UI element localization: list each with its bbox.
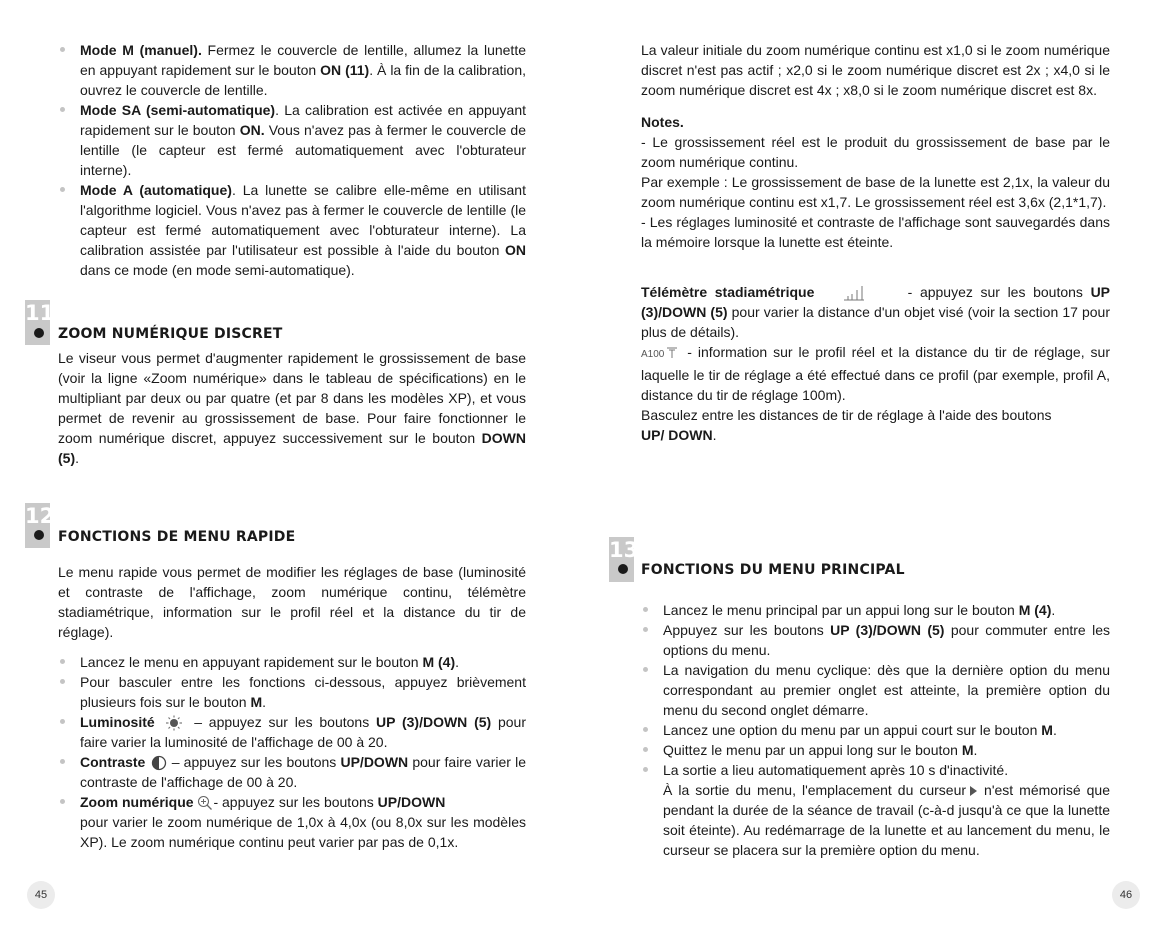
profile-marker-icon	[666, 347, 678, 359]
paragraph: - Le grossissement réel est le produit du grossissement de base par le zoom numérique continu.	[641, 134, 1110, 170]
paragraph: Le menu rapide vous permet de modifier les réglages de base (luminosité et contraste de l'affichage, zoom numérique continu, télémètre stadiamétrique, information sur le profil réel et la distance du tir de réglage).	[58, 564, 526, 640]
profile-icon: A100	[641, 349, 665, 360]
section-12-body	[58, 562, 526, 852]
cursor-arrow-icon	[969, 785, 978, 797]
contrast-icon	[151, 755, 167, 771]
section-number-badge: 13	[609, 537, 634, 582]
rangefinder-icon	[838, 285, 878, 301]
list-item: La sortie a lieu automatiquement après 10 s d'inactivité.	[641, 760, 1110, 780]
left-top-list	[58, 40, 526, 280]
list-item: Mode A (automatique). La lunette se calibre elle-même en utilisant l'algorithme logiciel. Vous n'avez pas à fermer le couvercle de lentille (le capteur est fermé automatiquement avec l'obturateur interne). La calibration assistée par l'utilisateur est possible à l'aide du bouton ON dans ce mode (en mode semi-automatique).	[58, 180, 526, 280]
section-number-badge: 11	[25, 300, 50, 345]
section-title: ZOOM NUMÉRIQUE DISCRET	[58, 326, 283, 342]
paragraph: La valeur initiale du zoom numérique continu est x1,0 si le zoom numérique discret n'est pas actif ; x2,0 si le zoom numérique discret est 2x ; x4,0 si le zoom numérique discret est 4x ; x8,0 si le zoom numérique discret est 8x.	[641, 42, 1110, 98]
list-item: Lancez une option du menu par un appui court sur le bouton M.	[641, 720, 1110, 740]
list-item: Appuyez sur les boutons UP (3)/DOWN (5) pour commuter entre les options du menu.	[641, 620, 1110, 660]
list-item: Lancez le menu principal par un appui long sur le bouton M (4).	[641, 600, 1110, 620]
section-title: FONCTIONS DU MENU PRINCIPAL	[641, 562, 905, 578]
section-13-body	[641, 600, 1110, 860]
section-bullet	[618, 564, 628, 574]
list-item: Quittez le menu par un appui long sur le bouton M.	[641, 740, 1110, 760]
list-item: La navigation du menu cyclique: dès que la dernière option du menu correspondant au premier onglet est atteinte, la première option du menu du second onglet démarre.	[641, 660, 1110, 720]
paragraph: Le viseur vous permet d'augmenter rapidement le grossissement de base (voir la ligne «Zoom numérique» dans le tableau de spécifications) en le multipliant par deux ou par quatre (et par 8 dans les modèles XP), et vous permet de revenir au grossissement de base. Pour faire fonctionner le zoom numérique discret, appuyez successivement sur le bouton DOWN (5).	[58, 350, 526, 466]
page-number: 45	[27, 881, 55, 909]
paragraph: Basculez entre les distances de tir de réglage à l'aide des boutons UP/ DOWN.	[641, 407, 1052, 443]
paragraph: A100 - information sur le profil réel et la distance du tir de réglage, sur laquelle le tir de réglage a été effectué dans ce profil (par exemple, profil A, distance du tir de réglage 100m).	[641, 344, 1110, 403]
section-number-badge: 12	[25, 503, 50, 548]
list-item: Luminosité – appuyez sur les boutons UP (3)/DOWN (5) pour faire varier la luminosité de l'affichage de 00 à 20.	[58, 712, 526, 752]
list-item: Zoom numérique - appuyez sur les boutons UP/DOWN pour varier le zoom numérique de 1,0x à 4,0x (ou 8,0x sur les modèles XP). Le zoom numérique continu peut varier par pas de 0,1x.	[58, 792, 526, 852]
list-item: Mode M (manuel). Fermez le couvercle de lentille, allumez la lunette en appuyant rapidement sur le bouton ON (11). À la fin de la calibration, ouvrez le couvercle de lentille.	[58, 40, 526, 100]
section-11-body	[58, 348, 526, 468]
zoom-icon	[197, 795, 213, 811]
notes-title: Notes.	[641, 114, 684, 130]
section-title: FONCTIONS DE MENU RAPIDE	[58, 529, 296, 545]
list-item: Lancez le menu en appuyant rapidement sur le bouton M (4).	[58, 652, 526, 672]
list-item: À la sortie du menu, l'emplacement du curseur n'est mémorisé que pendant la durée de la séance de travail (c-à-d jusqu'à ce que la lunette soit éteinte). Au redémarrage de la lunette et au lancement du menu, le curseur se placera sur la première option du menu.	[663, 782, 1110, 858]
page-number: 46	[1112, 881, 1140, 909]
paragraph: Par exemple : Le grossissement de base de la lunette est 2,1x, la valeur du zoom numérique continu est x1,7. Le grossissement réel est 3,6x (2,1*1,7).	[641, 174, 1110, 210]
section-bullet	[34, 328, 44, 338]
brightness-icon	[163, 715, 185, 731]
paragraph: - Les réglages luminosité et contraste de l'affichage sont sauvegardés dans la mémoire lorsque la lunette est éteinte.	[641, 214, 1110, 250]
right-top-body	[641, 40, 1110, 445]
section-bullet	[34, 530, 44, 540]
list-item: Mode SA (semi-automatique). La calibration est activée en appuyant rapidement sur le bouton ON. Vous n'avez pas à fermer le couvercle de lentille (le capteur est fermé automatiquement avec l'obturateur interne).	[58, 100, 526, 180]
list-item: Contraste – appuyez sur les boutons UP/DOWN pour faire varier le contraste de l'affichage de 00 à 20.	[58, 752, 526, 792]
paragraph: Télémètre stadiamétrique - appuyez sur les boutons UP (3)/DOWN (5) pour varier la distance d'un objet visé (voir la section 17 pour plus de détails).	[641, 284, 1111, 340]
list-item: Pour basculer entre les fonctions ci-dessous, appuyez brièvement plusieurs fois sur le bouton M.	[58, 672, 526, 712]
